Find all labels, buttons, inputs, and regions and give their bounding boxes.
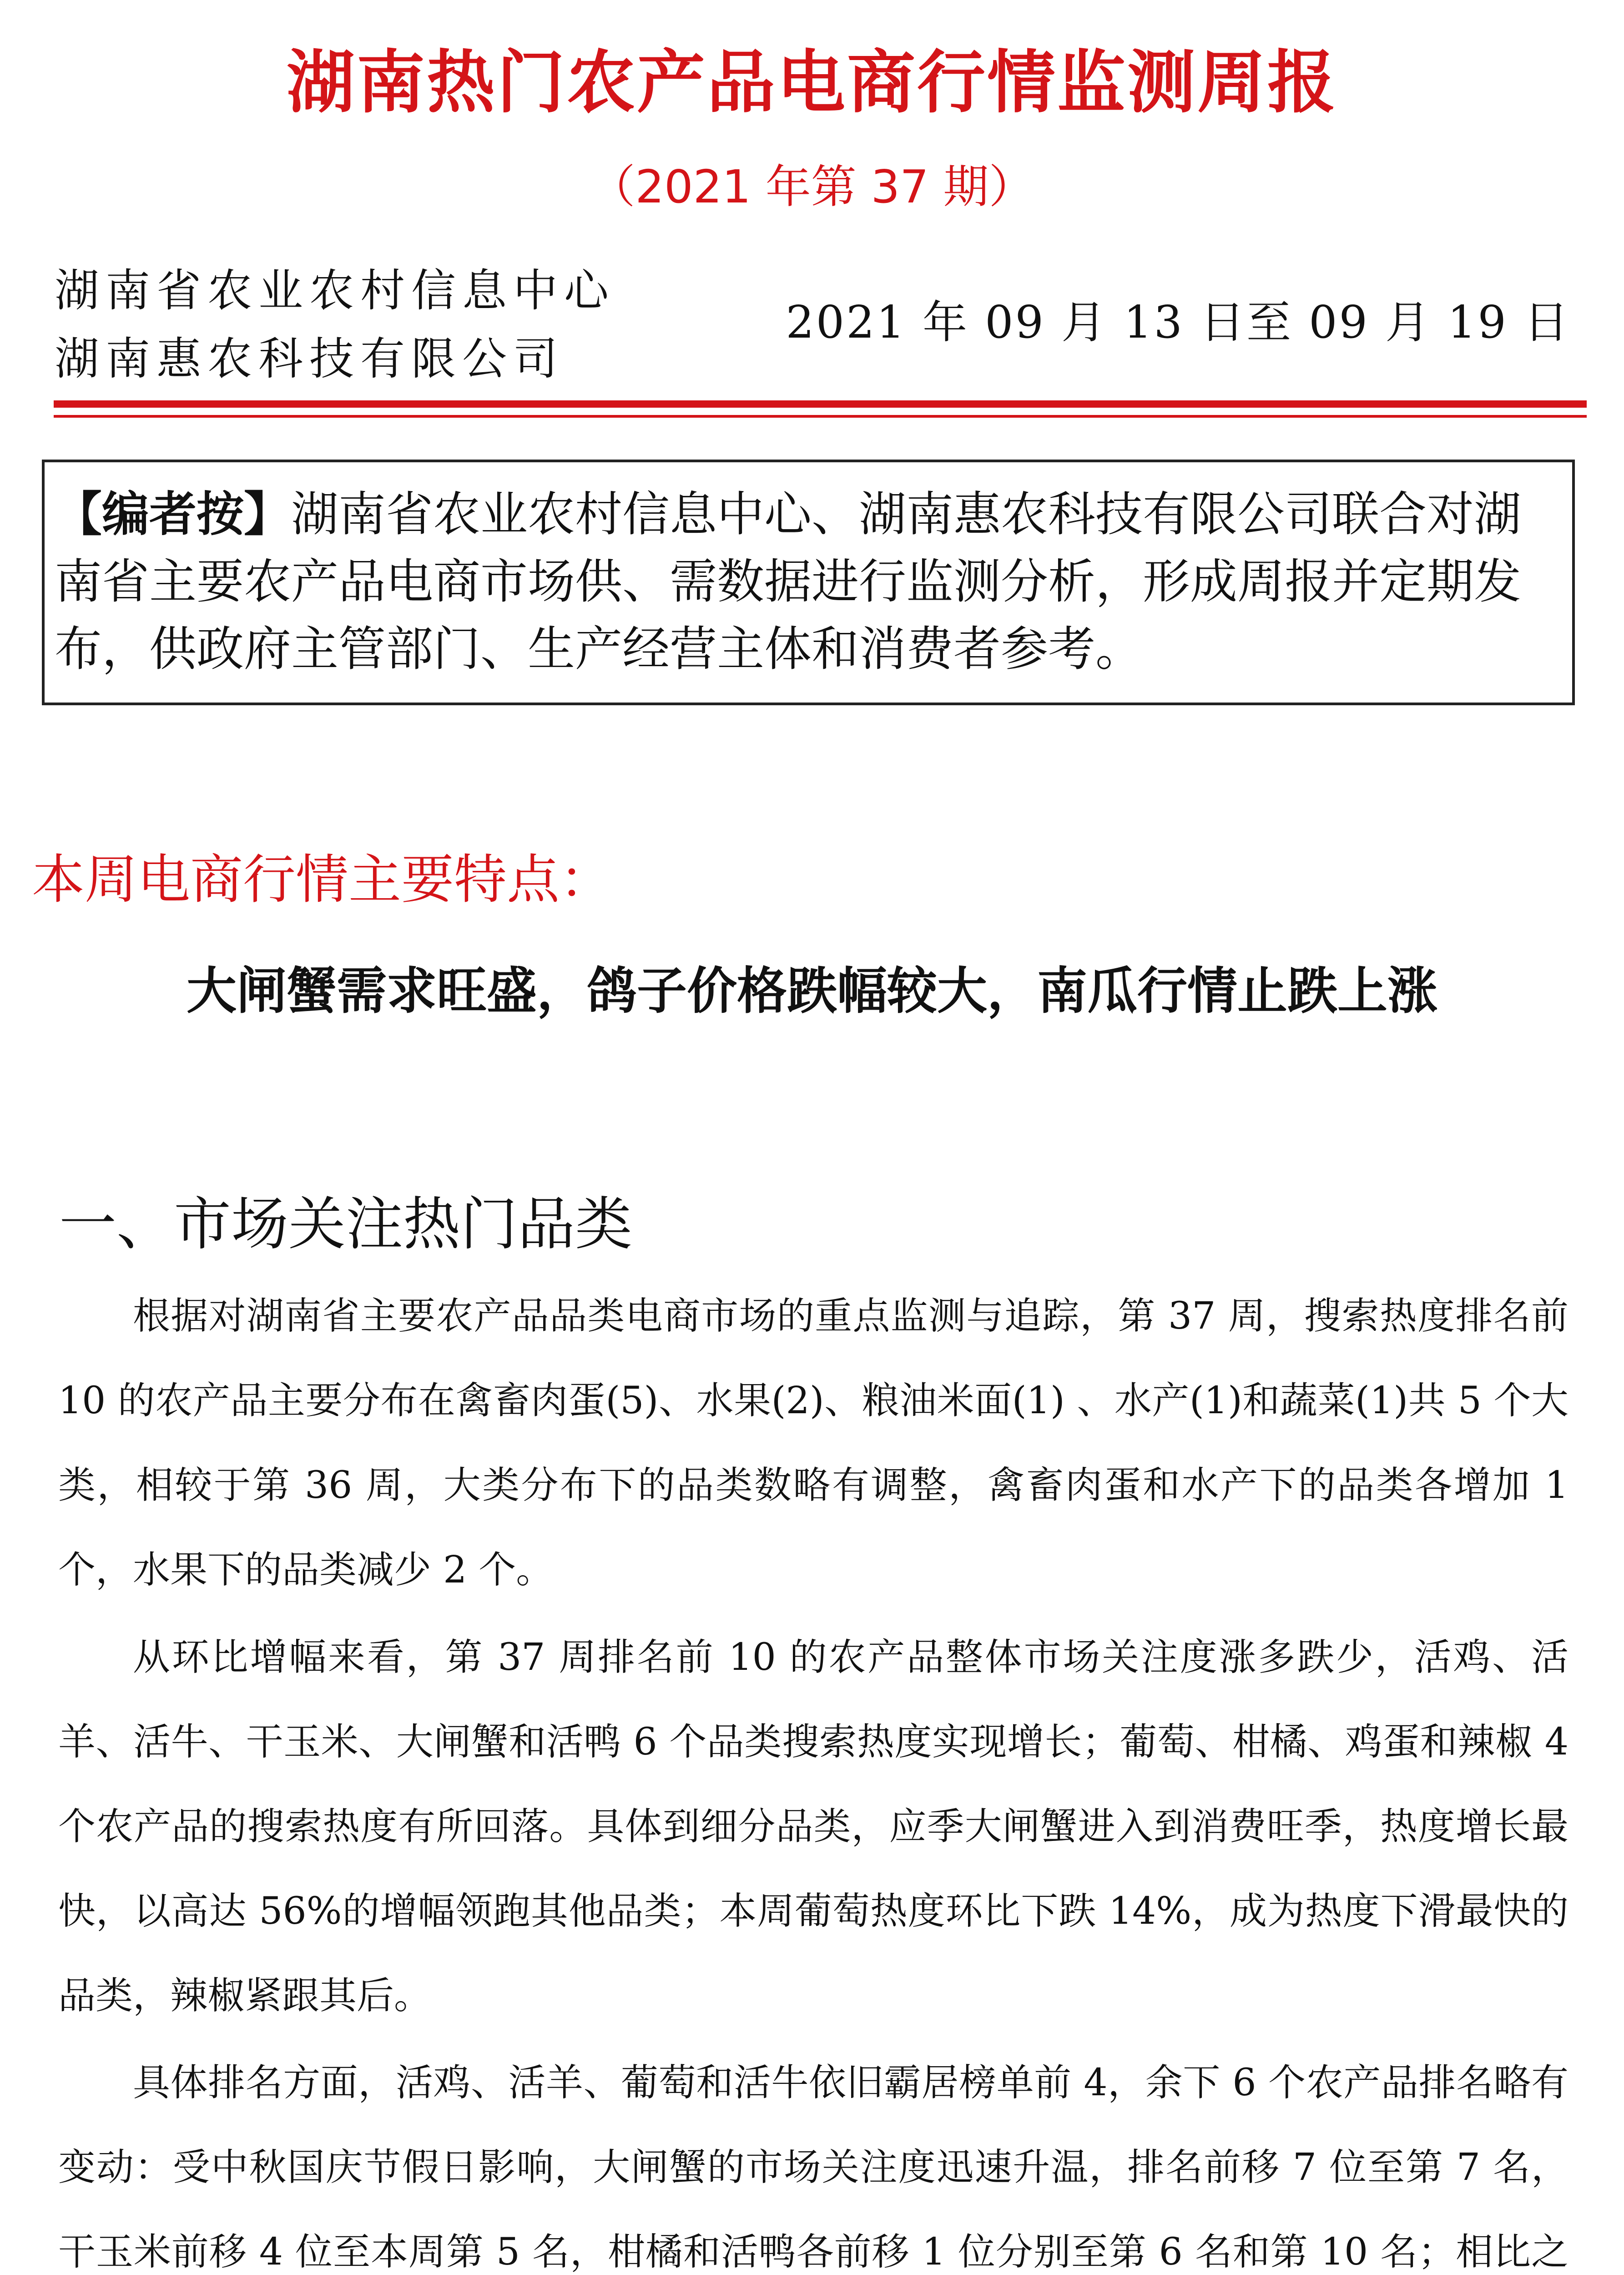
date-range: 2021 年 09 月 13 日至 09 月 19 日 (786, 297, 1570, 349)
issue-number: （2021 年第 37 期） (590, 160, 1034, 213)
header-rule-thin (54, 415, 1587, 418)
editor-note-tag: 【编者按】 (55, 486, 292, 542)
header-rule-thick (54, 400, 1587, 408)
paragraph-3: 具体排名方面，活鸡、活羊、葡萄和活牛依旧霸居榜单前 4，余下 6 个农产品排名略有变动：受中秋国庆节假日影响，大闸蟹的市场关注度迅速升温，排名前移 7 位至第 7 名，干玉米前移 4 位至本周第 5 名，柑橘和活鸭各前移 1 位分别至第 6 名和第 10 名；相比之 (58, 2061, 1569, 2274)
section-1-heading: 一、市场关注热门品类 (59, 1191, 632, 1258)
publisher-line-1: 湖南省农业农村信息中心 (55, 265, 615, 317)
publisher-line-2: 湖南惠农科技有限公司 (55, 333, 565, 385)
features-heading: 本周电商行情主要特点： (32, 849, 612, 910)
report-title: 湖南热门农产品电商行情监测周报 (286, 43, 1337, 122)
paragraph-1: 根据对湖南省主要农产品品类电商市场的重点监测与追踪，第 37 周，搜索热度排名前 10 的农产品主要分布在禽畜肉蛋(5)、水果(2)、粮油米面(1) 、水产(1)和蔬菜(1)共 5 个大类，相较于第 36 周，大类分布下的品类数略有调整，禽畜肉蛋和水产下的品类各增加 1 个，水果下的品类减少 2 个。 (58, 1294, 1569, 1592)
paragraph-2: 从环比增幅来看，第 37 周排名前 10 的农产品整体市场关注度涨多跌少，活鸡、活羊、活牛、干玉米、大闸蟹和活鸭 6 个品类搜索热度实现增长；葡萄、柑橘、鸡蛋和辣椒 4 个农产品的搜索热度有所回落。具体到细分品类，应季大闸蟹进入到消费旺季，热度增长最快，以高达 56%的增幅领跑其他品类；本周葡萄热度环比下跌 14%，成为热度下滑最快的品类，辣椒紧跟其后。 (58, 1636, 1569, 2017)
editor-note-box (42, 460, 1575, 705)
features-summary: 大闸蟹需求旺盛，鸽子价格跌幅较大，南瓜行情止跌上涨 (187, 962, 1437, 1020)
editor-note-text: 湖南省农业农村信息中心、湖南惠农科技有限公司联合对湖南省主要农产品电商市场供、需数据进行监测分析，形成周报并定期发布，供政府主管部门、生产经营主体和消费者参考。 (55, 486, 1522, 677)
